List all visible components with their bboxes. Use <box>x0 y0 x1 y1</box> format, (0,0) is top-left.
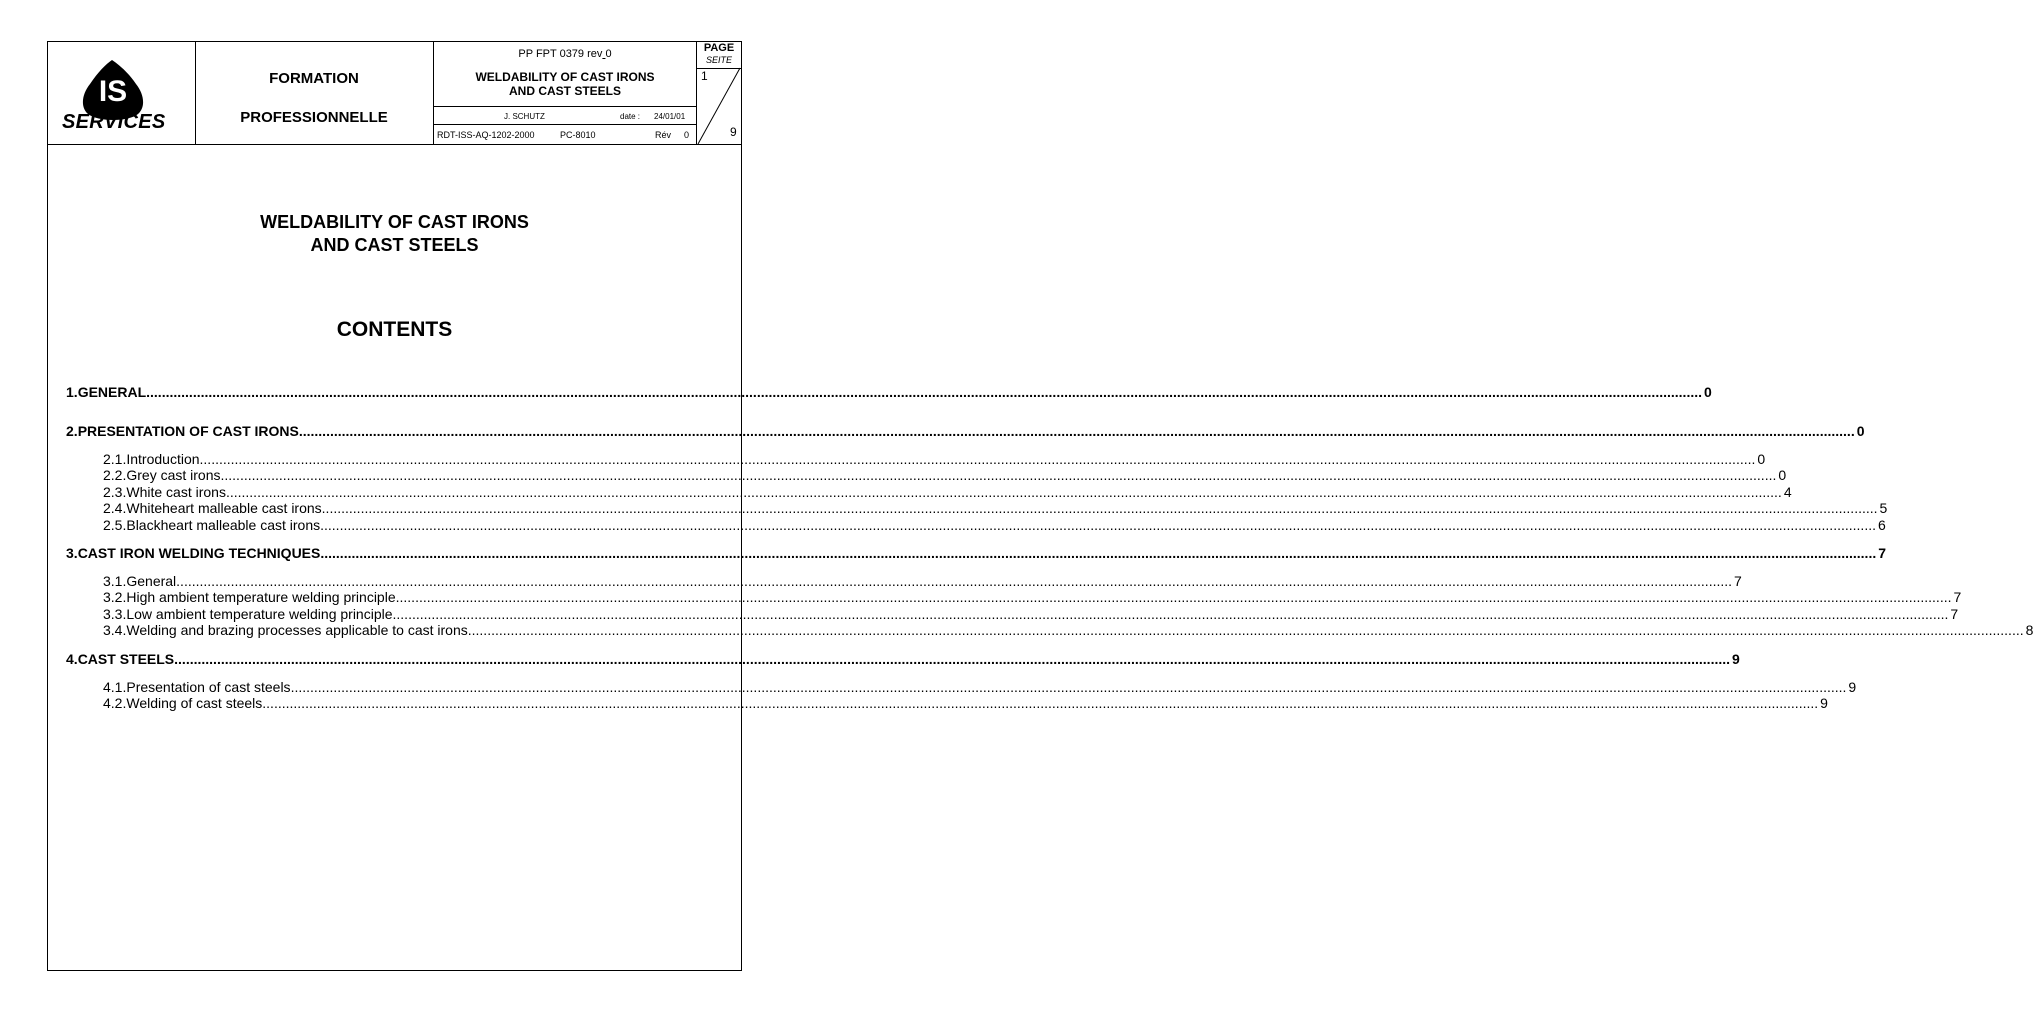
toc-number: 2. <box>66 423 78 439</box>
document-reference <box>434 48 696 60</box>
toc-number: 3.2. <box>103 589 127 605</box>
toc-page-number: 9 <box>1848 679 1857 695</box>
toc-number: 2.5. <box>103 517 127 533</box>
page-label-de: SEITE <box>705 55 732 65</box>
ref-suffix: 0 <box>605 48 612 60</box>
toc-label: PRESENTATION OF CAST IRONS <box>77 423 299 439</box>
toc-leader-dots: ................................................................................................................................................................................................................................................................................................................................................................................................................ <box>395 589 1952 605</box>
toc-page-number: 9 <box>1732 651 1740 667</box>
header-title-line1: WELDABILITY OF CAST IRONS <box>475 70 655 84</box>
toc-leader-dots: ................................................................................................................................................................................................................................................................................................................................................................................................................ <box>320 545 1877 561</box>
author: J. SCHUTZ <box>504 112 545 121</box>
toc-entry[interactable] <box>103 500 1888 516</box>
toc-entry[interactable] <box>103 517 1886 533</box>
toc-page-number: 4 <box>1783 484 1792 500</box>
toc-number: 3.4. <box>103 622 127 638</box>
toc-page-number: 0 <box>1757 451 1766 467</box>
toc-label: CAST IRON WELDING TECHNIQUES <box>77 545 321 561</box>
toc-page-number: 7 <box>1953 589 1962 605</box>
toc-entry[interactable] <box>66 545 1887 561</box>
toc-leader-dots: ................................................................................................................................................................................................................................................................................................................................................................................................................ <box>174 651 1731 667</box>
toc-entry[interactable] <box>103 589 1962 605</box>
formation-line2: PROFESSIONNELLE <box>240 109 388 126</box>
toc-leader-dots: ................................................................................................................................................................................................................................................................................................................................................................................................................ <box>392 606 1949 622</box>
toc-number: 4. <box>66 651 78 667</box>
toc-leader-dots: ................................................................................................................................................................................................................................................................................................................................................................................................................ <box>146 384 1702 400</box>
toc-number: 1. <box>66 384 78 400</box>
toc-page-number: 7 <box>1878 545 1887 561</box>
header-divider <box>195 42 196 144</box>
toc-leader-dots: ................................................................................................................................................................................................................................................................................................................................................................................................................ <box>176 573 1733 589</box>
toc-entry[interactable] <box>66 423 1865 439</box>
toc-number: 4.2. <box>103 695 127 711</box>
toc-number: 2.4. <box>103 500 127 516</box>
toc-page-number: 0 <box>1704 384 1712 400</box>
page-current: 1 <box>701 69 708 83</box>
toc-entry[interactable] <box>103 695 1828 711</box>
toc-number: 3. <box>66 545 78 561</box>
toc-entry[interactable] <box>66 384 1712 400</box>
title-line2: AND CAST STEELS <box>310 235 479 255</box>
toc-entry[interactable] <box>103 467 1787 483</box>
header-title-line2: AND CAST STEELS <box>508 84 621 98</box>
toc-number: 2.1. <box>103 451 127 467</box>
rev-label: Rév <box>655 130 672 140</box>
toc-leader-dots: ................................................................................................................................................................................................................................................................................................................................................................................................................ <box>225 484 1782 500</box>
title-line1: WELDABILITY OF CAST IRONS <box>260 212 529 232</box>
page-title <box>48 211 741 257</box>
page-total: 9 <box>730 125 737 139</box>
toc-label: Welding and brazing processes applicable to cast irons <box>126 622 468 638</box>
toc-label: High ambient temperature welding principle <box>126 589 396 605</box>
toc-leader-dots: ................................................................................................................................................................................................................................................................................................................................................................................................................ <box>298 423 1855 439</box>
toc-leader-dots: ................................................................................................................................................................................................................................................................................................................................................................................................................ <box>262 695 1819 711</box>
page-frame <box>47 41 2033 971</box>
toc-leader-dots: ................................................................................................................................................................................................................................................................................................................................................................................................................ <box>290 679 1847 695</box>
toc-label: Welding of cast steels <box>126 695 263 711</box>
toc-number: 3.1. <box>103 573 127 589</box>
logo-letters: IS <box>98 75 128 108</box>
toc-label: General <box>126 573 177 589</box>
toc-page-number: 0 <box>1778 467 1787 483</box>
toc-number: 4.1. <box>103 679 127 695</box>
toc-label: Low ambient temperature welding principle <box>126 606 393 622</box>
toc-page-number: 7 <box>1950 606 1959 622</box>
toc-page-number: 0 <box>1856 423 1865 439</box>
document-header <box>48 42 741 145</box>
logo-word: SERVICES <box>62 111 166 133</box>
toc-label: Grey cast irons <box>126 467 221 483</box>
page-label: PAGE <box>703 42 735 54</box>
toc-entry[interactable] <box>66 651 1740 667</box>
toc-label: GENERAL <box>77 384 147 400</box>
contents-heading: CONTENTS <box>336 318 453 341</box>
toc-entry[interactable] <box>103 606 1959 622</box>
header-divider <box>433 124 696 125</box>
date-value: 24/01/01 <box>654 112 686 121</box>
doc-code: RDT-ISS-AQ-1202-2000 <box>437 130 535 140</box>
toc-label: White cast irons <box>126 484 226 500</box>
toc-page-number: 5 <box>1879 500 1888 516</box>
toc-number: 3.3. <box>103 606 127 622</box>
toc-leader-dots: ................................................................................................................................................................................................................................................................................................................................................................................................................ <box>467 622 2024 638</box>
toc-entry[interactable] <box>103 451 1766 467</box>
toc-label: Blackheart malleable cast irons <box>126 517 321 533</box>
toc-entry[interactable] <box>103 679 1857 695</box>
pc-code: PC-8010 <box>560 130 596 140</box>
toc-page-number: 7 <box>1734 573 1742 589</box>
toc-number: 2.3. <box>103 484 127 500</box>
toc-page-number: 8 <box>2025 622 2033 638</box>
toc-label: CAST STEELS <box>77 651 175 667</box>
toc-entry[interactable] <box>103 484 1792 500</box>
date-label: date : <box>620 112 641 121</box>
toc-page-number: 6 <box>1877 517 1886 533</box>
toc-page-number: 9 <box>1820 695 1828 711</box>
toc-entry[interactable] <box>103 573 1742 589</box>
formation-line1: FORMATION <box>269 70 359 87</box>
toc-leader-dots: ................................................................................................................................................................................................................................................................................................................................................................................................................ <box>220 467 1777 483</box>
ref-prefix: PP FPT 0379 rev <box>518 48 603 60</box>
rev-value: 0 <box>684 130 690 140</box>
toc-label: Whiteheart malleable cast irons <box>126 500 322 516</box>
toc-leader-dots: ................................................................................................................................................................................................................................................................................................................................................................................................................ <box>199 451 1756 467</box>
toc-leader-dots: ................................................................................................................................................................................................................................................................................................................................................................................................................ <box>320 517 1876 533</box>
toc-entry[interactable] <box>103 622 2033 638</box>
header-divider <box>433 106 696 107</box>
toc-leader-dots: ................................................................................................................................................................................................................................................................................................................................................................................................................ <box>321 500 1878 516</box>
toc-label: Presentation of cast steels <box>126 679 291 695</box>
header-document-title <box>434 70 696 98</box>
toc-label: Introduction <box>126 451 200 467</box>
toc-number: 2.2. <box>103 467 127 483</box>
